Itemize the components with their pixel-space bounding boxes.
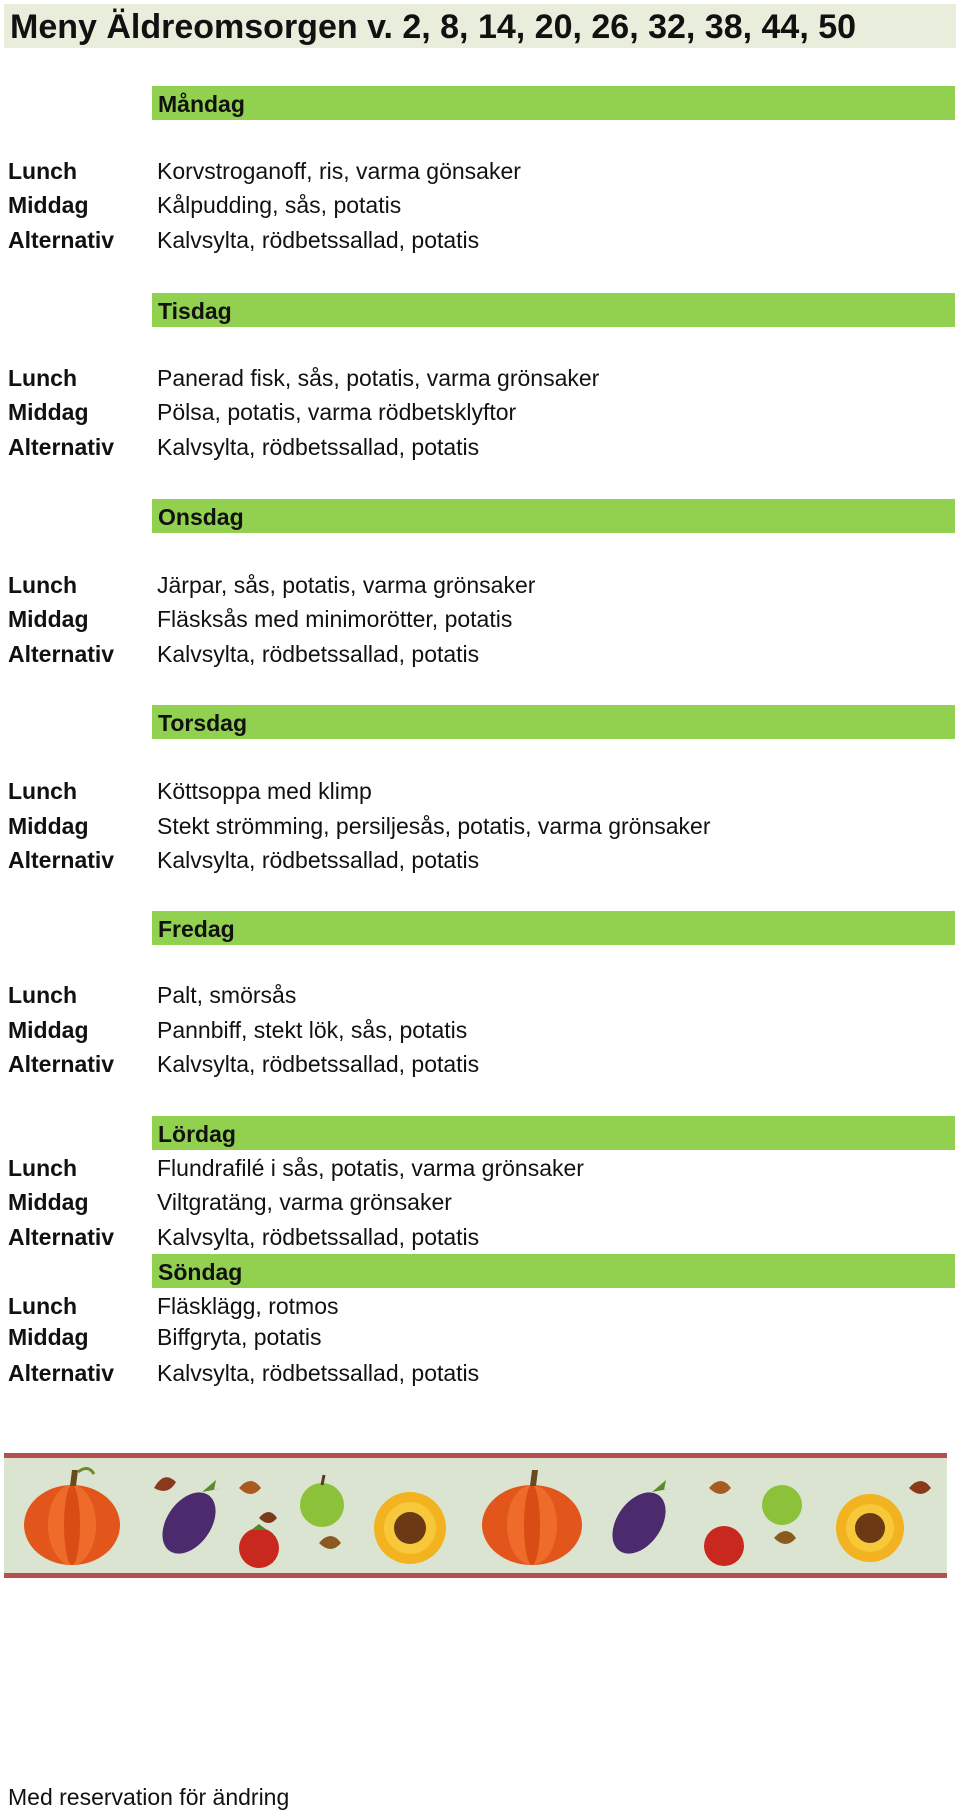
tomato-icon [704, 1526, 744, 1566]
meal-label-lunch: Lunch [8, 982, 77, 1008]
page-title: Meny Äldreomsorgen v. 2, 8, 14, 20, 26, 32, 38, 44, 50 [4, 4, 956, 48]
sunflower-icon [374, 1492, 446, 1564]
menu-row [0, 1047, 960, 1081]
menu-row [0, 1013, 960, 1047]
meal-label-middag: Middag [8, 192, 89, 218]
dish-text: Kalvsylta, rödbetssallad, potatis [157, 1051, 480, 1077]
decorative-banner [4, 1453, 947, 1578]
dish-text: Viltgratäng, varma grönsaker [157, 1189, 452, 1215]
menu-row [0, 1220, 960, 1254]
menu-row [0, 1289, 960, 1323]
meal-label-lunch: Lunch [8, 572, 77, 598]
dish-text: Kalvsylta, rödbetssallad, potatis [157, 434, 480, 460]
day-header-tisdag: Tisdag [152, 293, 955, 327]
dish-text: Kålpudding, sås, potatis [157, 192, 402, 218]
menu-row [0, 154, 960, 188]
day-header-torsdag: Torsdag [152, 705, 955, 739]
apple-icon [300, 1475, 344, 1527]
day-header-lordag: Lördag [152, 1116, 955, 1150]
meal-label-lunch: Lunch [8, 158, 77, 184]
meal-label-middag: Middag [8, 1189, 89, 1215]
meal-label-middag: Middag [8, 399, 89, 425]
dish-text: Järpar, sås, potatis, varma grönsaker [157, 572, 536, 598]
day-header-onsdag: Onsdag [152, 499, 955, 533]
dish-text: Palt, smörsås [157, 982, 297, 1008]
meal-label-alternativ: Alternativ [8, 434, 115, 460]
menu-row [0, 774, 960, 808]
meal-label-lunch: Lunch [8, 1155, 77, 1181]
dish-text: Fläsksås med minimorötter, potatis [157, 606, 513, 632]
menu-row [0, 637, 960, 671]
dish-text: Fläsklägg, rotmos [157, 1293, 339, 1319]
dish-text: Kalvsylta, rödbetssallad, potatis [157, 847, 480, 873]
dish-text: Kalvsylta, rödbetssallad, potatis [157, 641, 480, 667]
footer-note: Med reservation för ändring [8, 1784, 290, 1810]
menu-row [0, 188, 960, 222]
day-header-mandag: Måndag [152, 86, 955, 120]
eggplant-icon [601, 1480, 676, 1563]
menu-row [0, 430, 960, 464]
menu-row [0, 568, 960, 602]
dish-text: Köttsoppa med klimp [157, 778, 372, 804]
sunflower-icon [836, 1494, 904, 1562]
meal-label-alternativ: Alternativ [8, 641, 115, 667]
menu-row [0, 1356, 960, 1390]
dish-text: Kalvsylta, rödbetssallad, potatis [157, 1360, 480, 1386]
pumpkin-icon [482, 1470, 582, 1565]
menu-row [0, 1185, 960, 1219]
banner-illustration [4, 1458, 947, 1573]
meal-label-middag: Middag [8, 606, 89, 632]
meal-label-alternativ: Alternativ [8, 1360, 115, 1386]
menu-row [0, 843, 960, 877]
meal-label-alternativ: Alternativ [8, 227, 115, 253]
dish-text: Kalvsylta, rödbetssallad, potatis [157, 227, 480, 253]
menu-row [0, 1151, 960, 1185]
tomato-icon [239, 1524, 279, 1568]
dish-text: Flundrafilé i sås, potatis, varma grönsaker [157, 1155, 584, 1181]
menu-row [0, 395, 960, 429]
meal-label-middag: Middag [8, 813, 89, 839]
menu-row [0, 602, 960, 636]
meal-label-lunch: Lunch [8, 778, 77, 804]
eggplant-icon [151, 1480, 226, 1563]
menu-row [0, 1320, 960, 1354]
dish-text: Pölsa, potatis, varma rödbetsklyftor [157, 399, 517, 425]
dish-text: Pannbiff, stekt lök, sås, potatis [157, 1017, 468, 1043]
dish-text: Biffgryta, potatis [157, 1324, 322, 1350]
pumpkin-icon [24, 1468, 120, 1565]
menu-row [0, 978, 960, 1012]
meal-label-lunch: Lunch [8, 365, 77, 391]
meal-label-middag: Middag [8, 1017, 89, 1043]
meal-label-alternativ: Alternativ [8, 1224, 115, 1250]
dish-text: Panerad fisk, sås, potatis, varma grönsaker [157, 365, 600, 391]
menu-row [0, 223, 960, 257]
menu-row [0, 361, 960, 395]
meal-label-alternativ: Alternativ [8, 847, 115, 873]
meal-label-lunch: Lunch [8, 1293, 77, 1319]
dish-text: Stekt strömming, persiljesås, potatis, varma grönsaker [157, 813, 711, 839]
meal-label-alternativ: Alternativ [8, 1051, 115, 1077]
dish-text: Kalvsylta, rödbetssallad, potatis [157, 1224, 480, 1250]
day-header-fredag: Fredag [152, 911, 955, 945]
menu-row [0, 809, 960, 843]
dish-text: Korvstroganoff, ris, varma gönsaker [157, 158, 521, 184]
day-header-sondag: Söndag [152, 1254, 955, 1288]
meal-label-middag: Middag [8, 1324, 89, 1350]
apple-icon [762, 1485, 802, 1525]
